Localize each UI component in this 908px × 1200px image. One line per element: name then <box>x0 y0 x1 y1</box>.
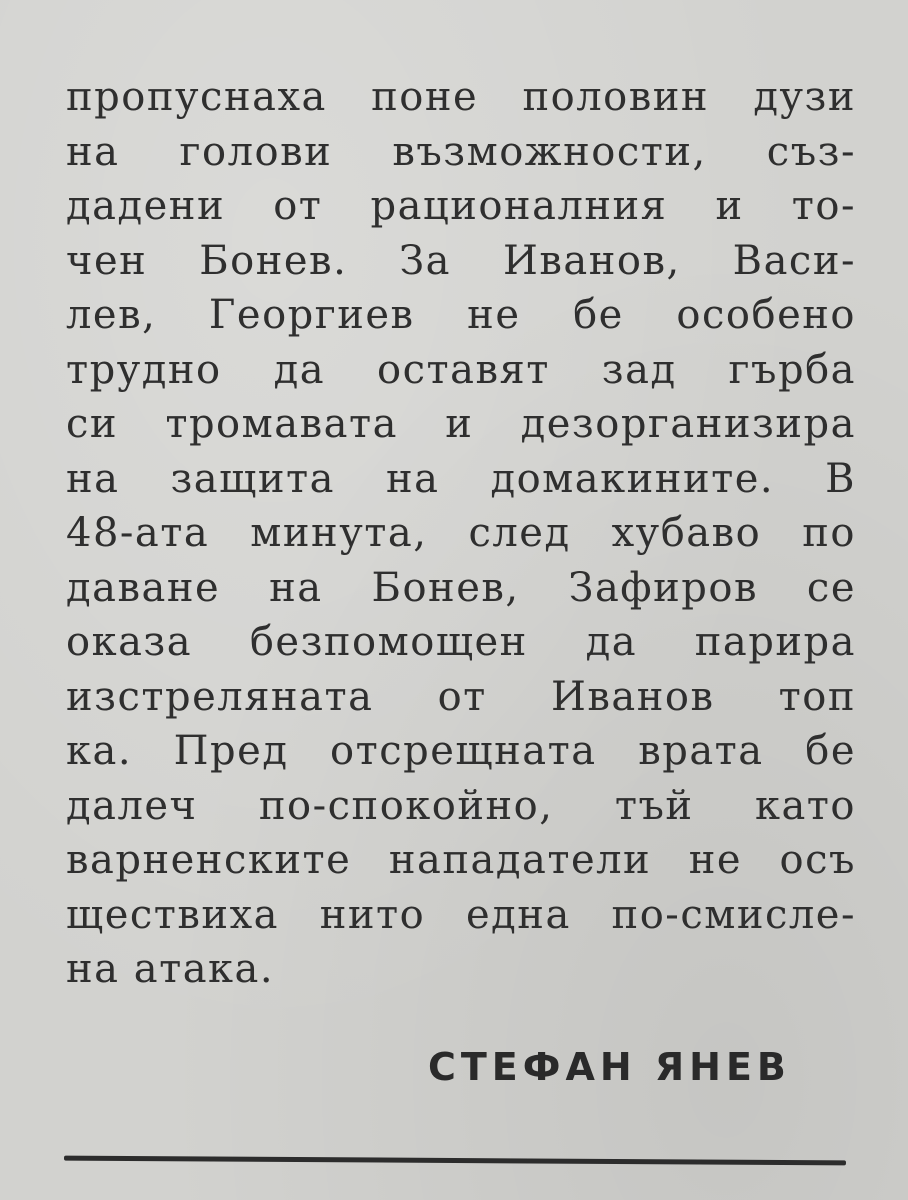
article-line-1: пропуснаха поне половин дузи <box>66 74 856 120</box>
article-line-8: на защита на домакините. В <box>66 455 856 502</box>
article-line-10: даване на Бонев, Зафиров се <box>66 564 856 611</box>
article-line-17: на атака. <box>66 946 275 992</box>
article-line-13: ка. Пред отсрещната врата бе <box>66 728 856 774</box>
article-line-11: оказа безпомощен да парира <box>66 619 856 665</box>
article-line-15: варненските нападатели не осъ <box>66 837 856 883</box>
article-line-5: лев, Георгиев не бе особено <box>66 292 856 338</box>
article-line-2: на голови възможности, съз- <box>66 128 856 175</box>
author-signature: СТЕФАН ЯНЕВ <box>428 1045 791 1089</box>
article-line-16: ществиха нито една по-смисле- <box>66 891 856 938</box>
article-line-4: чен Бонев. За Иванов, Васи- <box>66 237 856 284</box>
article-line-14: далеч по-спокойно, тъй като <box>66 782 856 829</box>
article-line-3: дадени от рационалния и то- <box>66 183 856 229</box>
article-line-6: трудно да оставят зад гърба <box>66 346 856 393</box>
article-line-12: изстреляната от Иванов топ <box>66 673 856 720</box>
article-body <box>66 70 856 997</box>
bottom-divider <box>64 1156 846 1166</box>
article-line-7: си тромавата и дезорганизира <box>66 401 856 447</box>
article-line-9: 48-ата минута, след хубаво по <box>66 510 856 556</box>
